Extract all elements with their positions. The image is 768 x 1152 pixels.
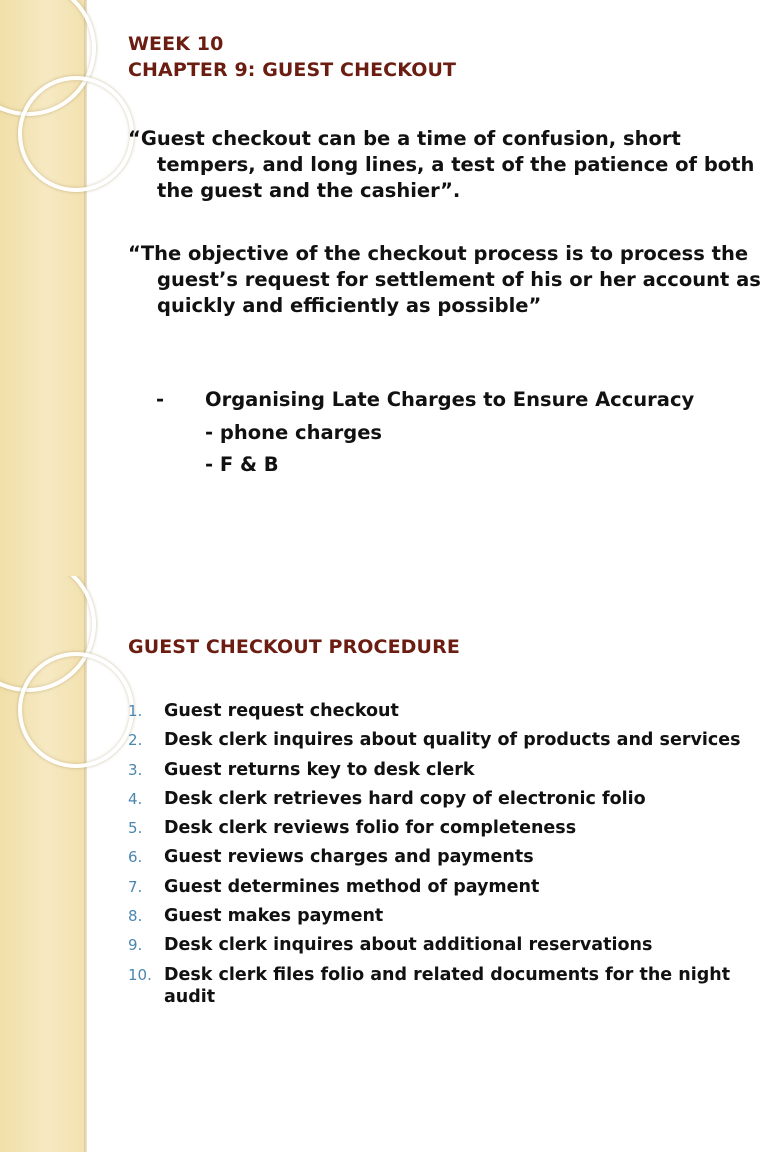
procedure-step <box>128 788 748 810</box>
procedure-step <box>128 964 748 1008</box>
step-text: Guest determines method of payment <box>164 876 540 897</box>
quote-objective: “The objective of the checkout process is to process the guest’s request for settlement of his or her account as quickly and efficiently as possible” <box>128 242 761 317</box>
week-heading: WEEK 10 <box>128 33 224 55</box>
step-text: Guest makes payment <box>164 906 384 927</box>
procedure-step <box>128 905 748 927</box>
step-number: 4. <box>128 789 143 808</box>
procedure-step <box>128 934 748 956</box>
chapter-heading: CHAPTER 9: GUEST CHECKOUT <box>128 59 457 81</box>
step-number: 7. <box>128 877 143 896</box>
step-text: Desk clerk retrieves hard copy of electronic folio <box>164 788 646 809</box>
sub-bullet-phone: - phone charges <box>205 421 383 444</box>
step-text: Desk clerk reviews folio for completeness <box>164 818 577 839</box>
step-text: Desk clerk files folio and related documents for the night audit <box>164 964 731 1007</box>
step-text: Desk clerk inquires about additional reservations <box>164 935 653 956</box>
slide-2 <box>0 576 768 1152</box>
procedure-step <box>128 817 748 839</box>
decorative-ring <box>18 76 134 192</box>
step-text: Desk clerk inquires about quality of products and services <box>164 730 741 751</box>
step-number: 6. <box>128 848 143 867</box>
decorative-ring <box>18 652 134 768</box>
bullet-late-charges: Organising Late Charges to Ensure Accuracy <box>205 388 695 411</box>
quote-guest-checkout: “Guest checkout can be a time of confusion, short tempers, and long lines, a test of the patience of both the guest and the cashier”. <box>128 127 755 202</box>
step-number: 10. <box>128 965 152 984</box>
step-text: Guest reviews charges and payments <box>164 847 534 868</box>
procedure-step <box>128 846 748 868</box>
procedure-step <box>128 876 748 898</box>
procedure-step <box>128 729 748 751</box>
step-number: 5. <box>128 819 143 838</box>
step-number: 1. <box>128 702 143 720</box>
step-text: Guest returns key to desk clerk <box>164 759 475 780</box>
step-number: 9. <box>128 936 143 955</box>
bullet-dash: - <box>156 388 165 411</box>
procedure-steps <box>128 700 748 1015</box>
step-number: 3. <box>128 760 143 779</box>
step-number: 8. <box>128 907 143 926</box>
procedure-title: GUEST CHECKOUT PROCEDURE <box>128 636 460 658</box>
procedure-step <box>128 700 748 722</box>
step-text: Guest request checkout <box>164 701 399 721</box>
step-number: 2. <box>128 731 143 750</box>
sub-bullet-fb: - F & B <box>205 453 279 476</box>
procedure-step <box>128 759 748 781</box>
